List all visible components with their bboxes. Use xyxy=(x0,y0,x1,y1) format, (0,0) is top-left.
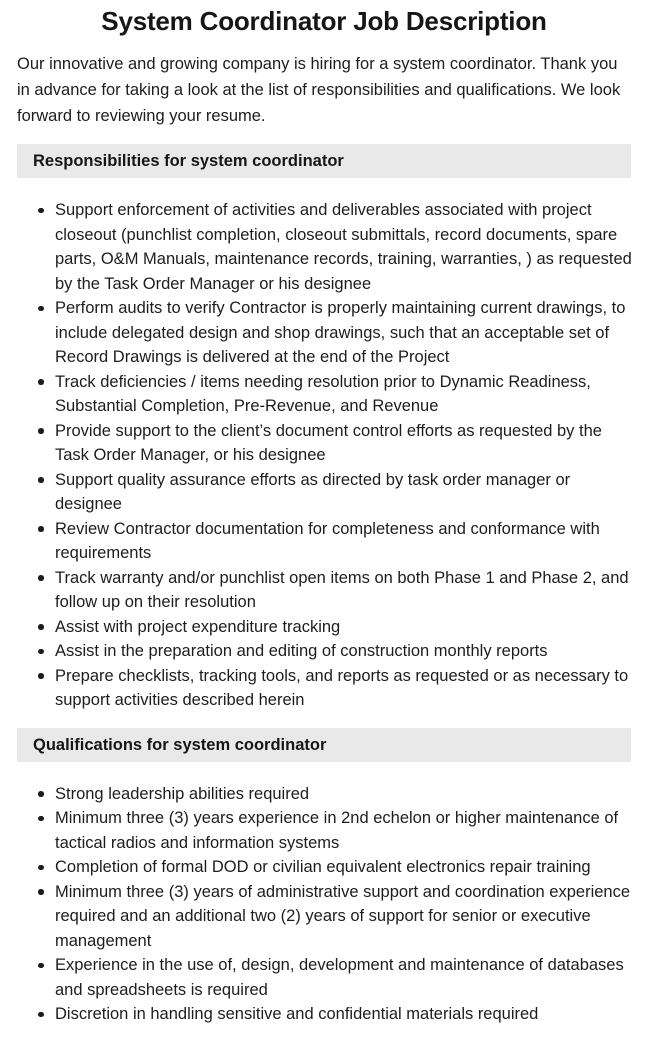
list-item: Perform audits to verify Contractor is properly maintaining current drawings, to include delegated design and shop drawings, such that an acceptable set of Record Drawings is delivered at the end of the Project xyxy=(55,296,632,370)
page-title: System Coordinator Job Description xyxy=(101,6,547,36)
list-item: Experience in the use of, design, development and maintenance of databases and spreadsheets is required xyxy=(55,953,632,1002)
responsibilities-heading: Responsibilities for system coordinator xyxy=(17,144,631,178)
list-item: Strong leadership abilities required xyxy=(55,782,632,807)
responsibilities-list xyxy=(0,198,648,713)
list-item: Minimum three (3) years of administrative support and coordination experience required and an additional two (2) years of support for senior or executive management xyxy=(55,880,632,954)
qualifications-list xyxy=(0,782,648,1027)
list-item: Completion of formal DOD or civilian equivalent electronics repair training xyxy=(55,855,632,880)
qualifications-heading: Qualifications for system coordinator xyxy=(17,728,631,762)
list-item: Assist in the preparation and editing of construction monthly reports xyxy=(55,639,632,664)
list-item: Prepare checklists, tracking tools, and reports as requested or as necessary to support activities described herein xyxy=(55,664,632,713)
list-item: Track warranty and/or punchlist open items on both Phase 1 and Phase 2, and follow up on their resolution xyxy=(55,566,632,615)
list-item: Discretion in handling sensitive and confidential materials required xyxy=(55,1002,632,1027)
list-item: Minimum three (3) years experience in 2nd echelon or higher maintenance of tactical radios and information systems xyxy=(55,806,632,855)
list-item: Review Contractor documentation for completeness and conformance with requirements xyxy=(55,517,632,566)
list-item: Track deficiencies / items needing resolution prior to Dynamic Readiness, Substantial Completion, Pre-Revenue, and Revenue xyxy=(55,370,632,419)
intro-paragraph: Our innovative and growing company is hiring for a system coordinator. Thank you in advance for taking a look at the list of responsibilities and qualifications. We look forward to reviewing your resume. xyxy=(17,55,621,125)
responsibilities-section xyxy=(0,144,648,713)
qualifications-section xyxy=(0,728,648,1027)
list-item: Support quality assurance efforts as directed by task order manager or designee xyxy=(55,468,632,517)
list-item: Support enforcement of activities and deliverables associated with project closeout (punchlist completion, closeout submittals, record documents, spare parts, O&M Manuals, maintenance records, training, warranties, ) as requested by the Task Order Manager or his designee xyxy=(55,198,632,296)
list-item: Assist with project expenditure tracking xyxy=(55,615,632,640)
list-item: Provide support to the client’s document control efforts as requested by the Task Order Manager, or his designee xyxy=(55,419,632,468)
